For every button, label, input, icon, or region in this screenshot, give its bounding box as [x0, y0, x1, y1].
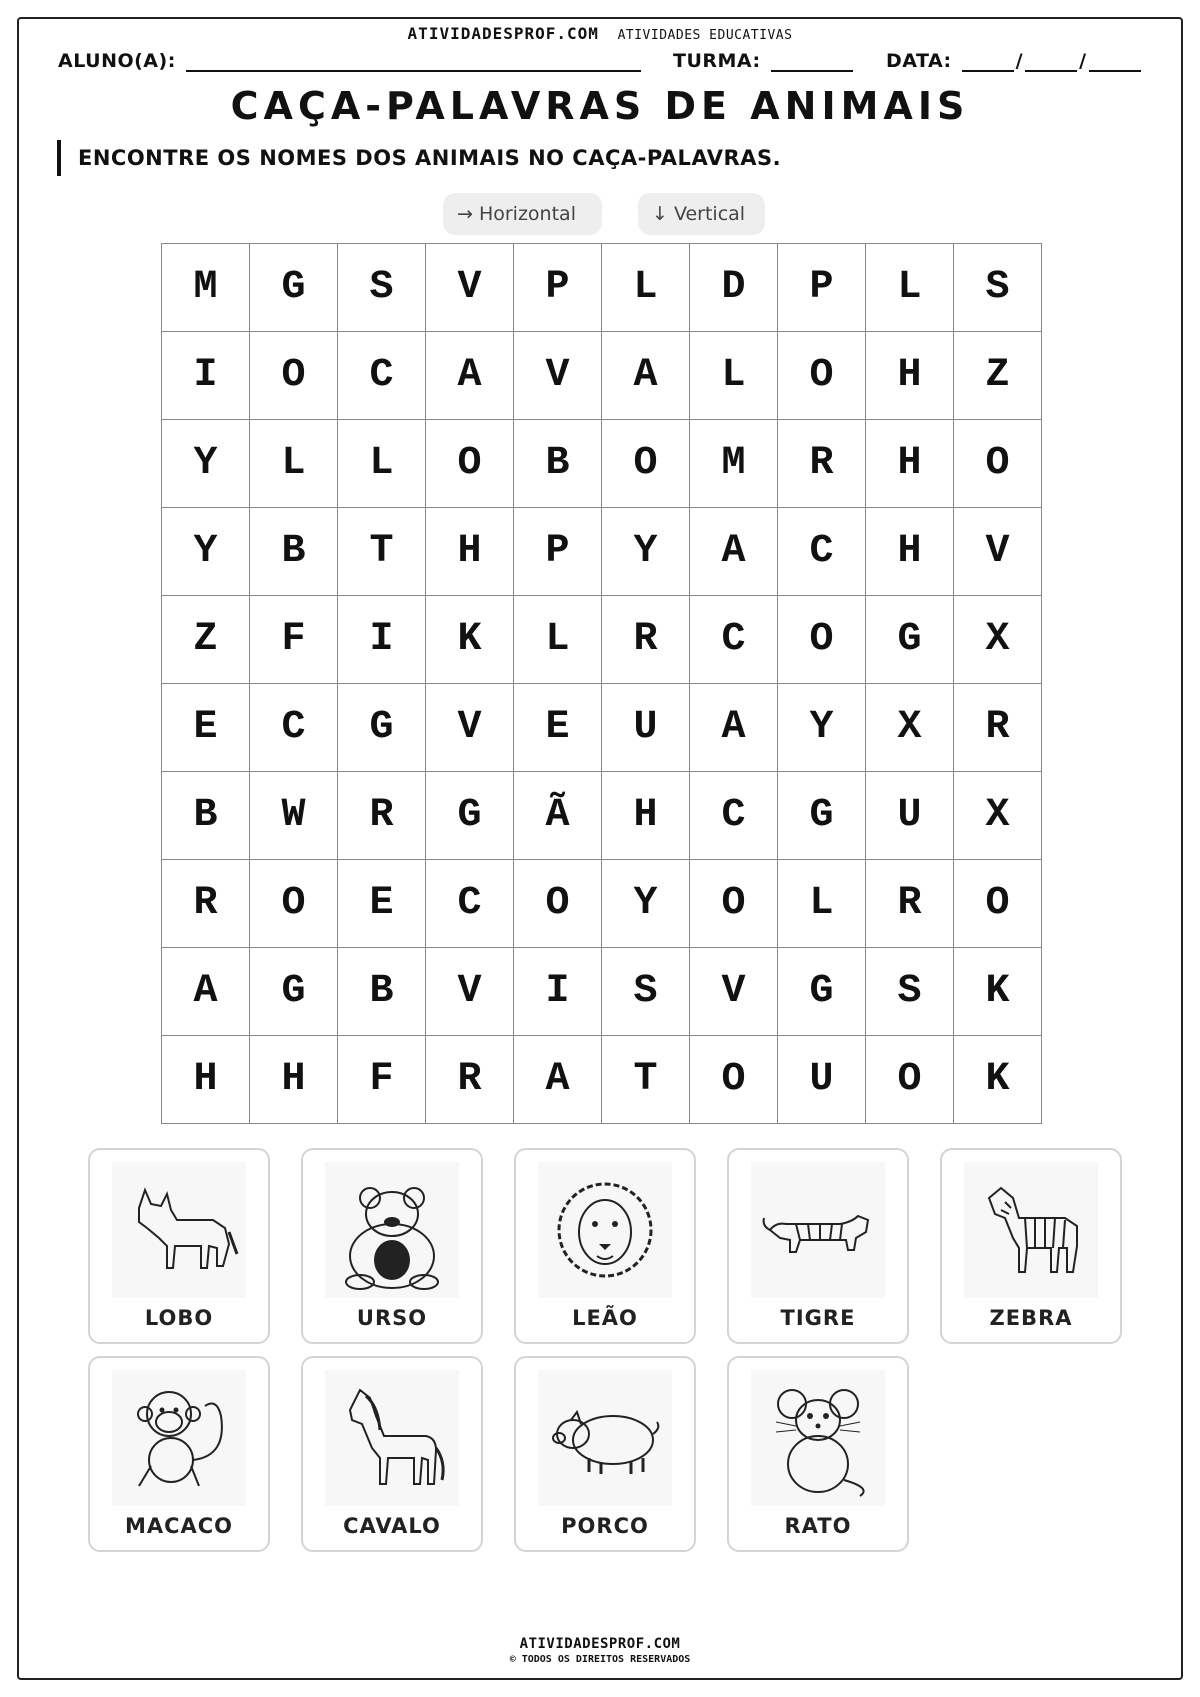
site-header	[0, 24, 1200, 43]
animal-name: RATO	[784, 1514, 852, 1538]
grid-cell[interactable]: H	[866, 332, 954, 420]
grid-cell[interactable]: B	[514, 420, 602, 508]
grid-cell[interactable]: O	[426, 420, 514, 508]
grid-cell[interactable]: O	[778, 596, 866, 684]
grid-cell[interactable]: L	[866, 244, 954, 332]
grid-cell[interactable]: A	[162, 948, 250, 1036]
grid-cell[interactable]: I	[162, 332, 250, 420]
grid-cell[interactable]: Y	[162, 420, 250, 508]
grid-cell[interactable]: O	[954, 860, 1042, 948]
grid-cell[interactable]: D	[690, 244, 778, 332]
animal-name: MACACO	[124, 1514, 234, 1538]
grid-cell[interactable]: U	[778, 1036, 866, 1124]
site-tagline: ATIVIDADES EDUCATIVAS	[617, 28, 793, 43]
grid-cell[interactable]: A	[426, 332, 514, 420]
date-year-line[interactable]	[1089, 50, 1141, 72]
grid-cell[interactable]: S	[954, 244, 1042, 332]
grid-cell[interactable]: V	[426, 948, 514, 1036]
grid-cell[interactable]: L	[778, 860, 866, 948]
legend-horizontal: → Horizontal	[443, 193, 602, 235]
grid-cell[interactable]: Y	[162, 508, 250, 596]
grid-cell[interactable]: M	[162, 244, 250, 332]
grid-cell[interactable]: G	[866, 596, 954, 684]
date-lines[interactable]	[962, 50, 1141, 72]
date-month-line[interactable]	[1025, 50, 1077, 72]
instruction-text: ENCONTRE OS NOMES DOS ANIMAIS NO CAÇA-PALAVRAS.	[57, 140, 781, 176]
date-label: DATA:	[886, 50, 952, 72]
grid-cell[interactable]: X	[954, 772, 1042, 860]
grid-cell[interactable]: G	[778, 948, 866, 1036]
animal-name: CAVALO	[343, 1514, 441, 1538]
grid-cell[interactable]: U	[866, 772, 954, 860]
grid-cell[interactable]: V	[514, 332, 602, 420]
grid-cell[interactable]: S	[602, 948, 690, 1036]
grid-cell[interactable]: T	[602, 1036, 690, 1124]
class-field[interactable]	[673, 50, 853, 72]
grid-cell[interactable]: H	[602, 772, 690, 860]
grid-cell[interactable]: C	[426, 860, 514, 948]
grid-cell[interactable]: O	[250, 860, 338, 948]
date-separator: /	[1015, 50, 1024, 72]
grid-cell[interactable]: B	[250, 508, 338, 596]
grid-cell[interactable]: K	[954, 1036, 1042, 1124]
grid-cell[interactable]: Y	[602, 508, 690, 596]
grid-cell[interactable]: C	[690, 772, 778, 860]
grid-cell[interactable]: A	[602, 332, 690, 420]
grid-cell[interactable]: U	[602, 684, 690, 772]
grid-cell[interactable]: Z	[162, 596, 250, 684]
grid-cell[interactable]: E	[162, 684, 250, 772]
grid-cell[interactable]: H	[866, 420, 954, 508]
grid-cell[interactable]: O	[866, 1036, 954, 1124]
class-label: TURMA:	[673, 50, 761, 72]
student-name-line[interactable]	[186, 50, 641, 72]
grid-cell[interactable]: A	[690, 684, 778, 772]
grid-cell[interactable]: P	[514, 508, 602, 596]
grid-cell[interactable]: C	[250, 684, 338, 772]
grid-cell[interactable]: V	[690, 948, 778, 1036]
grid-cell[interactable]: O	[514, 860, 602, 948]
grid-cell[interactable]: G	[778, 772, 866, 860]
grid-cell[interactable]: W	[250, 772, 338, 860]
footer-copyright: © TODOS OS DIREITOS RESERVADOS	[509, 1654, 691, 1665]
grid-cell[interactable]: X	[954, 596, 1042, 684]
animal-name: PORCO	[561, 1514, 649, 1538]
grid-cell[interactable]: O	[690, 860, 778, 948]
animal-name: LOBO	[144, 1306, 214, 1330]
grid-cell[interactable]: O	[778, 332, 866, 420]
animal-name: LEÃO	[572, 1306, 638, 1330]
grid-cell[interactable]: P	[778, 244, 866, 332]
grid-cell[interactable]: F	[250, 596, 338, 684]
grid-cell[interactable]: E	[514, 684, 602, 772]
class-line[interactable]	[771, 50, 853, 72]
grid-cell[interactable]: R	[954, 684, 1042, 772]
grid-cell[interactable]: H	[866, 508, 954, 596]
grid-cell[interactable]: O	[690, 1036, 778, 1124]
grid-cell[interactable]: L	[250, 420, 338, 508]
grid-cell[interactable]: R	[866, 860, 954, 948]
animal-name: ZEBRA	[989, 1306, 1073, 1330]
grid-cell[interactable]: G	[250, 244, 338, 332]
animal-name: TIGRE	[780, 1306, 856, 1330]
date-separator: /	[1079, 50, 1087, 72]
grid-cell[interactable]: I	[338, 596, 426, 684]
grid-cell[interactable]: K	[426, 596, 514, 684]
grid-cell[interactable]: H	[162, 1036, 250, 1124]
grid-cell[interactable]: K	[954, 948, 1042, 1036]
grid-cell[interactable]: E	[338, 860, 426, 948]
grid-cell[interactable]: G	[338, 684, 426, 772]
grid-cell[interactable]: R	[426, 1036, 514, 1124]
student-field[interactable]	[58, 50, 641, 72]
grid-cell[interactable]: O	[250, 332, 338, 420]
grid-cell[interactable]: S	[866, 948, 954, 1036]
student-info-row	[58, 50, 1148, 80]
grid-cell[interactable]: P	[514, 244, 602, 332]
grid-cell[interactable]: B	[338, 948, 426, 1036]
grid-cell[interactable]: R	[602, 596, 690, 684]
grid-cell[interactable]: L	[690, 332, 778, 420]
footer	[0, 1636, 1200, 1665]
grid-cell[interactable]: C	[338, 332, 426, 420]
grid-cell[interactable]: L	[514, 596, 602, 684]
date-field[interactable]	[886, 50, 1141, 72]
grid-cell[interactable]: X	[866, 684, 954, 772]
site-name: ATIVIDADESPROF.COM	[407, 24, 599, 43]
grid-cell[interactable]: B	[162, 772, 250, 860]
grid-cell[interactable]: H	[426, 508, 514, 596]
grid-cell[interactable]: G	[426, 772, 514, 860]
student-label: ALUNO(A):	[58, 50, 176, 72]
grid-cell[interactable]: C	[778, 508, 866, 596]
grid-cell[interactable]: R	[162, 860, 250, 948]
grid-cell[interactable]: O	[602, 420, 690, 508]
grid-cell[interactable]: M	[690, 420, 778, 508]
grid-cell[interactable]: C	[690, 596, 778, 684]
grid-cell[interactable]: A	[514, 1036, 602, 1124]
grid-cell[interactable]: L	[602, 244, 690, 332]
grid-cell[interactable]: S	[338, 244, 426, 332]
footer-site: ATIVIDADESPROF.COM	[519, 1636, 681, 1652]
grid-cell[interactable]: L	[338, 420, 426, 508]
grid-cell[interactable]: O	[954, 420, 1042, 508]
legend-vertical: ↓ Vertical	[638, 193, 765, 235]
grid-cell[interactable]: F	[338, 1036, 426, 1124]
grid-cell[interactable]: R	[778, 420, 866, 508]
grid-cell[interactable]: Ã	[514, 772, 602, 860]
page-title: CAÇA-PALAVRAS DE ANIMAIS	[230, 84, 970, 128]
animal-name: URSO	[356, 1306, 428, 1330]
grid-cell[interactable]: V	[426, 244, 514, 332]
word-search-grid[interactable]	[161, 243, 1042, 1124]
date-day-line[interactable]	[962, 50, 1014, 72]
grid-cell[interactable]: H	[250, 1036, 338, 1124]
grid-cell[interactable]: V	[954, 508, 1042, 596]
grid-cell[interactable]: A	[690, 508, 778, 596]
grid-cell[interactable]: I	[514, 948, 602, 1036]
grid-cell[interactable]: Y	[778, 684, 866, 772]
grid-cell[interactable]: V	[426, 684, 514, 772]
grid-cell[interactable]: G	[250, 948, 338, 1036]
grid-cell[interactable]: R	[338, 772, 426, 860]
grid-cell[interactable]: T	[338, 508, 426, 596]
grid-cell[interactable]: Y	[602, 860, 690, 948]
grid-cell[interactable]: Z	[954, 332, 1042, 420]
